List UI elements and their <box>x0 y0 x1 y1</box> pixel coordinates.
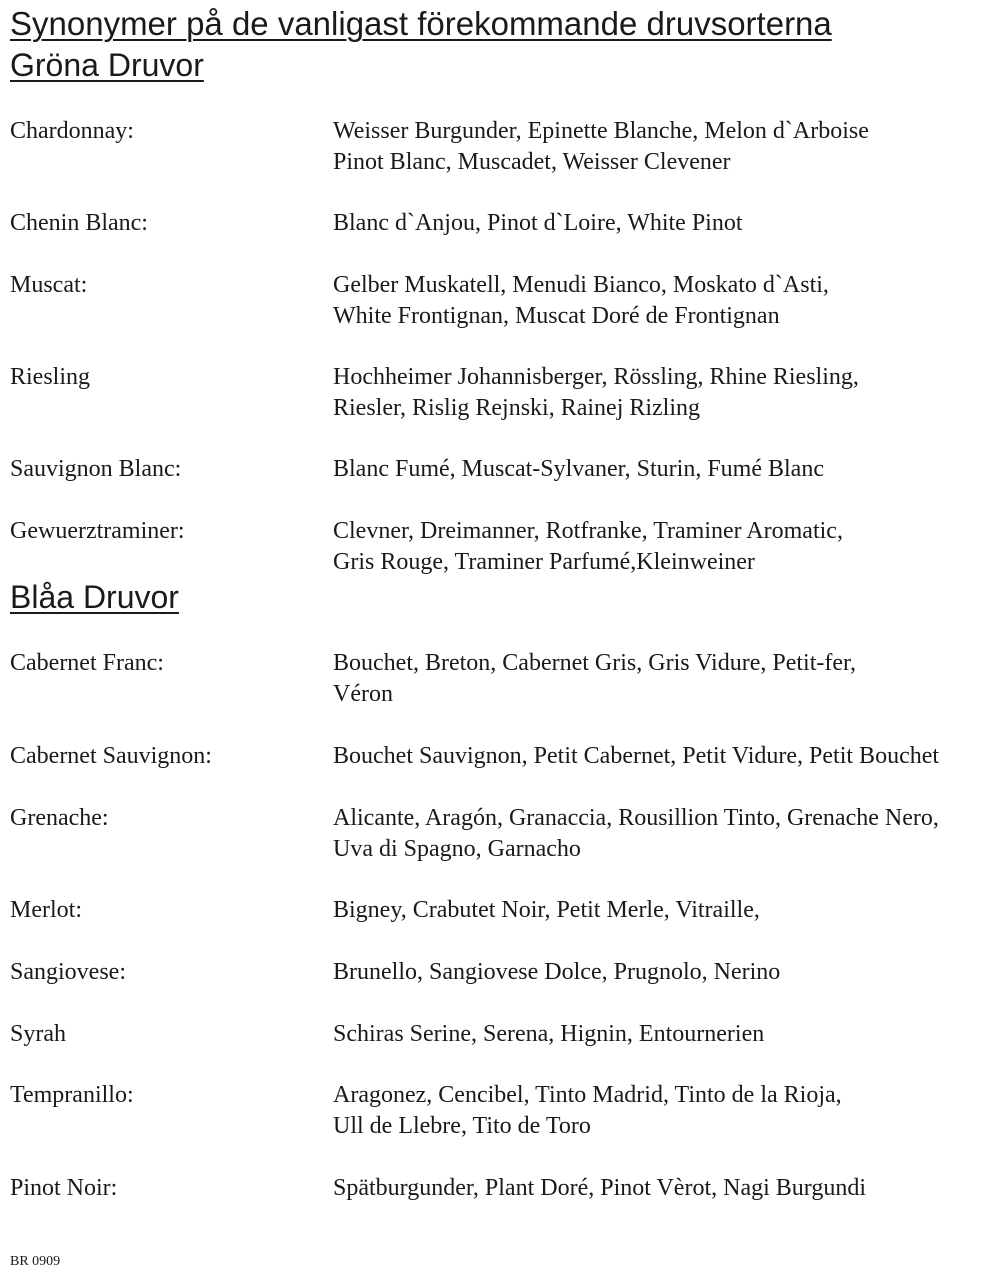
grape-name: Riesling <box>10 364 91 390</box>
synonym-line: White Frontignan, Muscat Doré de Frontignan <box>333 303 780 329</box>
grape-synonyms <box>333 1080 842 1142</box>
grape-synonyms <box>333 208 743 239</box>
grape-name: Pinot Noir: <box>10 1175 118 1201</box>
synonym-line: Uva di Spagno, Garnacho <box>333 836 581 862</box>
grape-name: Merlot: <box>10 897 82 923</box>
grape-synonyms <box>333 1173 866 1204</box>
grape-synonyms <box>333 270 829 332</box>
grape-synonyms <box>333 741 939 772</box>
synonym-line: Hochheimer Johannisberger, Rössling, Rhine Riesling, <box>333 364 859 390</box>
page-title: Synonymer på de vanligast förekommande druvsorterna <box>10 5 832 42</box>
synonym-line: Blanc Fumé, Muscat-Sylvaner, Sturin, Fumé Blanc <box>333 456 824 482</box>
synonym-line: Aragonez, Cencibel, Tinto Madrid, Tinto de la Rioja, <box>333 1082 842 1108</box>
synonym-line: Bigney, Crabutet Noir, Petit Merle, Vitraille, <box>333 897 760 923</box>
grape-name: Sangiovese: <box>10 959 126 985</box>
synonym-line: Gris Rouge, Traminer Parfumé,Kleinweiner <box>333 549 755 575</box>
grape-synonyms <box>333 803 939 865</box>
grape-synonyms <box>333 454 824 485</box>
grape-name: Chardonnay: <box>10 118 134 144</box>
grape-synonyms <box>333 957 780 988</box>
grape-synonyms <box>333 895 760 926</box>
synonym-line: Brunello, Sangiovese Dolce, Prugnolo, Nerino <box>333 959 781 985</box>
grape-name: Cabernet Franc: <box>10 650 164 676</box>
grape-name: Syrah <box>10 1021 66 1047</box>
grape-name: Sauvignon Blanc: <box>10 456 182 482</box>
synonym-line: Gelber Muskatell, Menudi Bianco, Moskato d`Asti, <box>333 272 829 298</box>
synonym-line: Bouchet Sauvignon, Petit Cabernet, Petit Vidure, Petit Bouchet <box>333 743 940 769</box>
synonym-line: Bouchet, Breton, Cabernet Gris, Gris Vidure, Petit-fer, <box>333 650 857 676</box>
grape-synonyms <box>333 116 869 178</box>
synonym-line: Ull de Llebre, Tito de Toro <box>333 1113 591 1139</box>
grape-synonyms <box>333 1019 764 1050</box>
grape-synonyms <box>333 516 843 578</box>
synonym-line: Véron <box>333 681 393 707</box>
grape-name: Gewuerztraminer: <box>10 518 185 544</box>
section-heading-blue-grapes: Blåa Druvor <box>10 579 179 615</box>
document-code: BR 0909 <box>10 1254 61 1269</box>
synonym-line: Spätburgunder, Plant Doré, Pinot Vèrot, Nagi Burgundi <box>333 1175 867 1201</box>
grape-synonyms <box>333 648 856 710</box>
grape-name: Muscat: <box>10 272 88 298</box>
grape-name: Grenache: <box>10 805 109 831</box>
grape-name: Tempranillo: <box>10 1082 134 1108</box>
synonym-line: Schiras Serine, Serena, Hignin, Entournerien <box>333 1021 765 1047</box>
grape-name: Cabernet Sauvignon: <box>10 743 212 769</box>
synonym-line: Riesler, Rislig Rejnski, Rainej Rizling <box>333 395 701 421</box>
synonym-line: Pinot Blanc, Muscadet, Weisser Clevener <box>333 149 731 175</box>
synonym-line: Alicante, Aragón, Granaccia, Rousillion Tinto, Grenache Nero, <box>333 805 939 831</box>
grape-name: Chenin Blanc: <box>10 210 148 236</box>
synonym-line: Clevner, Dreimanner, Rotfranke, Traminer Aromatic, <box>333 518 843 544</box>
grape-synonyms <box>333 362 859 424</box>
synonym-line: Weisser Burgunder, Epinette Blanche, Melon d`Arboise <box>333 118 869 144</box>
synonym-line: Blanc d`Anjou, Pinot d`Loire, White Pinot <box>333 210 743 236</box>
section-heading-green-grapes: Gröna Druvor <box>10 47 204 83</box>
